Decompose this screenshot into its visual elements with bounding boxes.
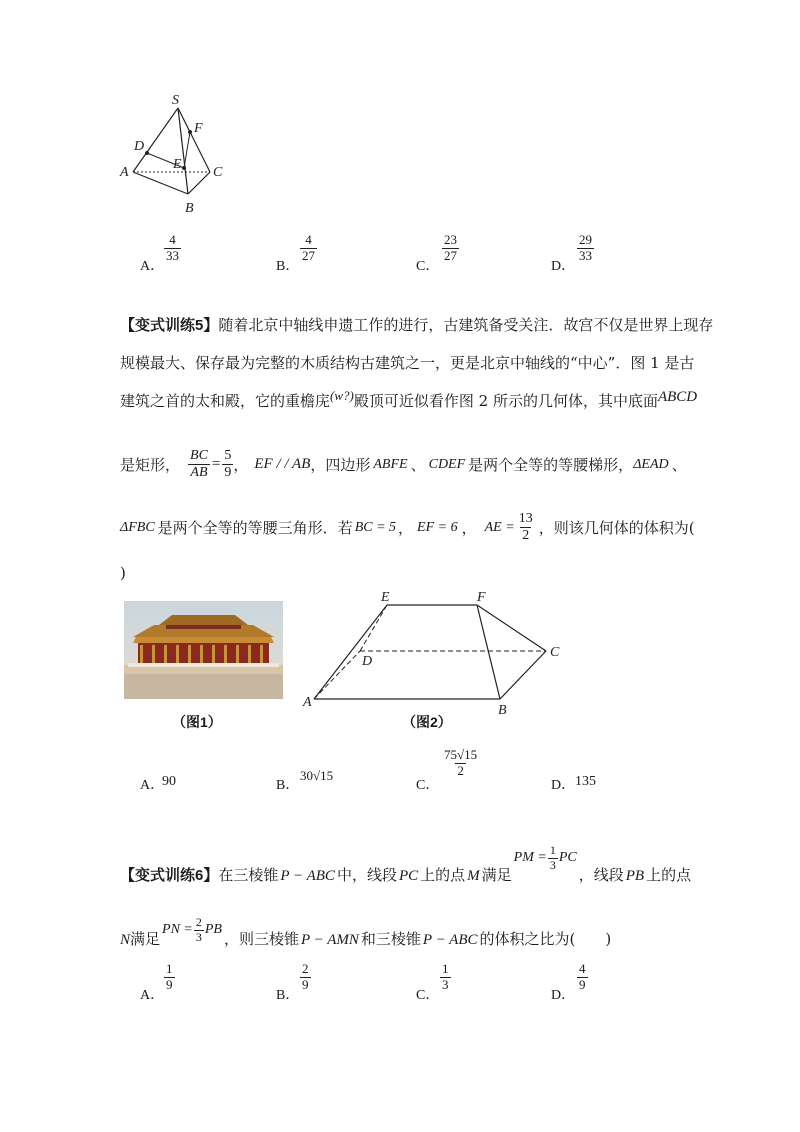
fig1-label-b: B	[185, 201, 194, 216]
option-fraction: $\frac{2}{9}$	[302, 961, 309, 992]
fig2-label-e: E	[381, 590, 390, 605]
taihe-hall-photo	[124, 601, 283, 699]
q5-text: 随着北京中轴线申遗工作的进行，古建筑备受关注．故宫不仅是世界上现存	[218, 316, 714, 334]
fig2-label-f: F	[477, 590, 486, 605]
option-letter: C．	[416, 988, 440, 1003]
fig2-label-d: D	[362, 654, 373, 669]
q6-pm-expression: PM = $\frac{1}{3}$ PC	[513, 843, 577, 872]
option-letter: D．	[551, 988, 576, 1003]
q6-tag: 【变式训练6】	[120, 866, 219, 884]
option-fraction: $\frac{23}{27}$	[444, 232, 457, 263]
option-fraction: $\frac{4}{9}$	[579, 961, 586, 992]
fig1-label-s: S	[172, 93, 179, 108]
fig1-label-a: A	[120, 165, 129, 180]
q5-line1	[120, 314, 713, 335]
q5-option-b-letter: B．	[276, 778, 300, 793]
q5-option-a-letter: A．	[140, 778, 165, 793]
option-letter: D．	[551, 259, 576, 274]
tetrahedron-figure	[110, 90, 240, 220]
option-letter: A．	[140, 988, 165, 1003]
q6-options	[140, 962, 760, 1002]
option-letter: C．	[416, 259, 440, 274]
fig1-label-d: D	[134, 139, 145, 154]
option-fraction: $\frac{1}{9}$	[166, 961, 173, 992]
q6-pn-expression: PN = $\frac{2}{3}$ PB	[162, 915, 222, 944]
option-letter: A．	[140, 259, 165, 274]
q5-pronunciation: (w?)	[330, 388, 354, 403]
q5-ae-fraction: $\frac{13}{2}$	[518, 511, 533, 544]
q5-ratio-fraction: $\frac{BC}{AB}$	[190, 448, 208, 481]
prev-options	[140, 233, 760, 273]
q6-line2: N 满足 PN = $\frac{2}{3}$ PB ，则三棱锥 P − AMN 和三棱锥 P − ABC 的体积之比为( )	[120, 915, 612, 948]
q5-line6: )	[120, 564, 126, 582]
fig2-label-c: C	[550, 645, 560, 660]
q5-option-d-letter: D．	[551, 778, 576, 793]
option-fraction: $\frac{1}{3}$	[442, 961, 449, 992]
option-letter: B．	[276, 988, 300, 1003]
q5-abcd: ABCD	[657, 389, 698, 405]
option-fraction: $\frac{4}{33}$	[166, 232, 179, 263]
fig1-caption: （图1）	[172, 714, 222, 730]
option-fraction: $\frac{29}{33}$	[579, 232, 592, 263]
option-letter: B．	[276, 259, 300, 274]
q5-option-a-value: 90	[162, 774, 176, 789]
q5-option-d-value: 135	[575, 774, 596, 789]
fig2-label-a: A	[303, 695, 312, 710]
q5-options	[140, 748, 760, 796]
q5-line4: 是矩形， $\frac{BC}{AB}$ = $\frac{5}{9}$ ， EF / / AB ，四边形 ABFE 、 CDEF 是两个全等的等腰梯形， ΔEAD 、	[120, 448, 687, 481]
q5-ratio-value: $\frac{5}{9}$	[224, 448, 232, 481]
fig1-label-c: C	[213, 165, 223, 180]
q6-line1: 【变式训练6】 在三棱锥 P − ABC 中，线段 PC 上的点 M 满足 PM = $\frac{1}{3}$ PC ，线段 PB 上的点	[120, 843, 692, 884]
q5-option-c-fraction: $\frac{75√15}{2}$	[444, 747, 478, 778]
q5-tag: 【变式训练5】	[120, 317, 219, 334]
fig1-label-e: E	[173, 157, 182, 172]
q5-option-c-letter: C．	[416, 778, 440, 793]
fig2-caption: （图2）	[402, 714, 452, 730]
roof-solid-figure	[300, 588, 580, 718]
option-fraction: $\frac{4}{27}$	[302, 232, 315, 263]
q5-line2: 规模最大、保存最为完整的木质结构古建筑之一，更是北京中轴线的“中心”．图 1 是古	[120, 354, 695, 372]
q5-line5: ΔFBC 是两个全等的等腰三角形．若 BC = 5 ， EF = 6 ， AE = $\frac{13}{2}$ ，则该几何体的体积为(	[120, 511, 695, 544]
q5-line3: 建筑之首的太和殿，它的重檐庑(w?)殿顶可近似看作图 2 所示的几何体，其中底面ABCD	[120, 388, 698, 410]
fig1-label-f: F	[194, 121, 203, 136]
fig2-label-b: B	[498, 703, 507, 718]
q5-option-b-value: 30√15	[300, 768, 334, 783]
